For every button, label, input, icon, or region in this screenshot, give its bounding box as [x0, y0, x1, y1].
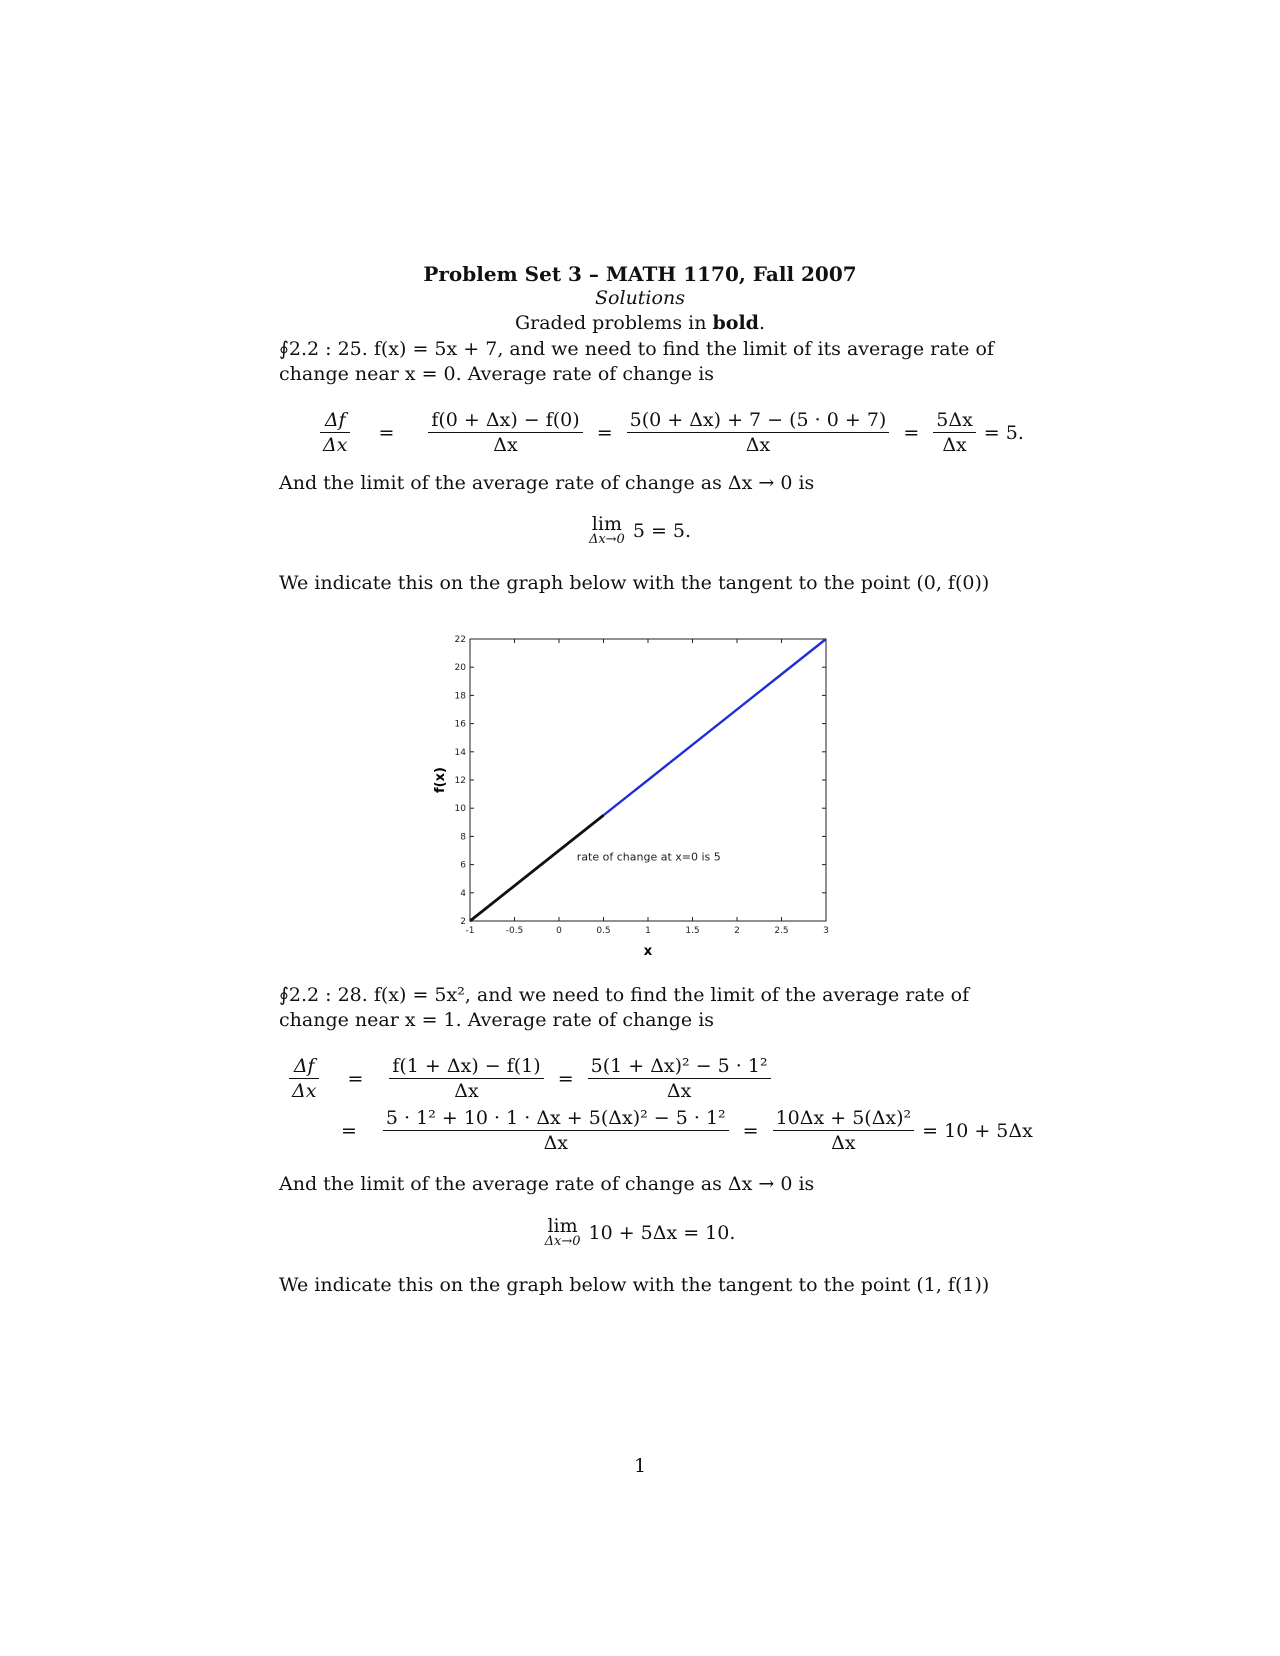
p2-lhs-num: Δf	[289, 1054, 319, 1079]
problem1-limit	[0, 513, 1280, 548]
p2-lhs-den: Δx	[292, 1080, 317, 1102]
p1-lhs-den: Δx	[323, 434, 348, 456]
y-tick-label: 12	[454, 776, 466, 786]
p1-lhs-fraction	[320, 408, 350, 457]
p1-f1-num: f(0 + Δx) − f(0)	[428, 408, 582, 433]
x-tick-label: 0.5	[596, 926, 611, 936]
page-subtitle: Solutions	[595, 287, 685, 309]
p2-r2f1-num: 5 · 1² + 10 · 1 · Δx + 5(Δx)² − 5 · 1²	[383, 1106, 729, 1131]
p1-limit-operator	[588, 513, 625, 548]
page-title: Problem Set 3 – MATH 1170, Fall 2007	[423, 262, 857, 286]
problem2-equation-row2	[337, 1106, 1033, 1155]
p2-r1f1-den: Δx	[454, 1080, 479, 1102]
page-number: 1	[633, 1455, 647, 1477]
p2-r1-fraction-1	[389, 1054, 543, 1103]
graded-note	[0, 312, 1280, 334]
p2-limit-expression: 10 + 5Δx = 10.	[588, 1222, 736, 1244]
x-tick-label: 2.5	[774, 926, 789, 936]
problem1-intro-line2: change near x = 0. Average rate of change is	[279, 363, 715, 385]
x-tick-label: -1	[465, 926, 475, 936]
problem1-limit-text: And the limit of the average rate of change as Δx → 0 is	[279, 472, 815, 494]
problem2-intro	[279, 983, 999, 1033]
p2-r1f2-den: Δx	[666, 1080, 692, 1102]
problem2-limit-text: And the limit of the average rate of change as Δx → 0 is	[279, 1173, 815, 1195]
x-tick-label: 1.5	[685, 926, 700, 936]
x-axis-label: x	[643, 944, 653, 959]
p1-eq-sign-3: =	[903, 421, 920, 444]
p2-r2f2-den: Δx	[831, 1132, 856, 1154]
problem1-intro	[279, 337, 999, 387]
p2-r2f2-num: 10Δx + 5(Δx)²	[773, 1106, 915, 1131]
y-tick-label: 20	[454, 663, 466, 674]
p2-lim-word: lim	[547, 1215, 578, 1237]
y-tick-label: 6	[460, 860, 466, 871]
p1-eq-sign-1: =	[378, 421, 395, 444]
y-tick-label: 8	[460, 832, 466, 843]
p2-r2-fraction-2	[773, 1106, 915, 1155]
p2-lim-sub: Δx→0	[544, 1234, 581, 1249]
p1-f2-den: Δx	[745, 434, 771, 456]
y-tick-label: 16	[454, 719, 466, 730]
problem2-intro-line2: change near x = 1. Average rate of change is	[279, 1009, 715, 1031]
p2-eq-sign-1: =	[347, 1067, 364, 1090]
y-tick-label: 10	[454, 804, 466, 815]
y-tick-label: 4	[460, 888, 466, 899]
problem2-equation-row1	[285, 1054, 775, 1103]
x-tick-label: 1	[645, 926, 651, 936]
p1-fraction-1	[428, 408, 582, 457]
graded-note-suffix: .	[758, 312, 766, 334]
chart-annotation: rate of change at x=0 is 5	[576, 850, 721, 864]
y-tick-label: 18	[454, 691, 466, 702]
tangent-line	[470, 815, 604, 921]
p1-fraction-3	[933, 408, 976, 457]
y-tick-label: 14	[454, 747, 466, 758]
p1-f1-den: Δx	[493, 434, 518, 456]
y-tick-label: 2	[460, 917, 466, 927]
problem2-graph-text: We indicate this on the graph below with the tangent to the point (1, f(1))	[279, 1274, 990, 1296]
p2-r1-fraction-2	[588, 1054, 771, 1103]
x-tick-label: 2	[734, 926, 740, 936]
x-tick-label: 3	[823, 926, 829, 936]
p1-f3-num: 5Δx	[933, 408, 976, 433]
problem1-graph-text: We indicate this on the graph below with the tangent to the point (0, f(0))	[279, 572, 990, 594]
p2-lhs-fraction	[289, 1054, 319, 1103]
p1-fraction-2	[627, 408, 890, 457]
problem1-equation	[316, 408, 1024, 457]
y-axis-label: f(x)	[433, 767, 448, 793]
problem2-limit	[0, 1215, 1280, 1250]
p2-eq-sign-2: =	[557, 1067, 574, 1090]
p2-r1f1-num: f(1 + Δx) − f(1)	[389, 1054, 543, 1079]
p1-eq-sign-2: =	[596, 421, 613, 444]
problem1-intro-line1: ∮2.2 : 25. f(x) = 5x + 7, and we need to find the limit of its average rate of	[279, 338, 994, 360]
p2-limit-operator	[544, 1215, 581, 1250]
p2-eq-tail: = 10 + 5Δx	[922, 1119, 1033, 1142]
p2-r1f2-num: 5(1 + Δx)² − 5 · 1²	[588, 1054, 771, 1079]
p1-eq-tail: = 5.	[983, 421, 1024, 444]
x-tick-label: 0	[556, 926, 562, 936]
graded-note-prefix: Graded problems in	[514, 312, 713, 334]
problem2-intro-line1: ∮2.2 : 28. f(x) = 5x², and we need to find the limit of the average rate of	[279, 984, 970, 1006]
graded-note-bold: bold	[712, 312, 759, 334]
p2-eq-sign-4: =	[742, 1119, 759, 1142]
p1-limit-expression: 5 = 5.	[632, 520, 692, 542]
x-tick-label: -0.5	[505, 926, 524, 936]
p1-f3-den: Δx	[942, 434, 967, 456]
p1-lim-sub: Δx→0	[588, 532, 625, 547]
p1-lim-word: lim	[591, 513, 622, 535]
p2-r2f1-den: Δx	[543, 1132, 568, 1154]
p1-f2-num: 5(0 + Δx) + 7 − (5 · 0 + 7)	[627, 408, 890, 433]
p2-eq-sign-3: =	[341, 1119, 357, 1142]
p2-r2-fraction-1	[383, 1106, 729, 1155]
rate-of-change-chart	[420, 625, 840, 960]
p1-lhs-num: Δf	[320, 408, 350, 433]
y-tick-label: 22	[454, 635, 466, 645]
